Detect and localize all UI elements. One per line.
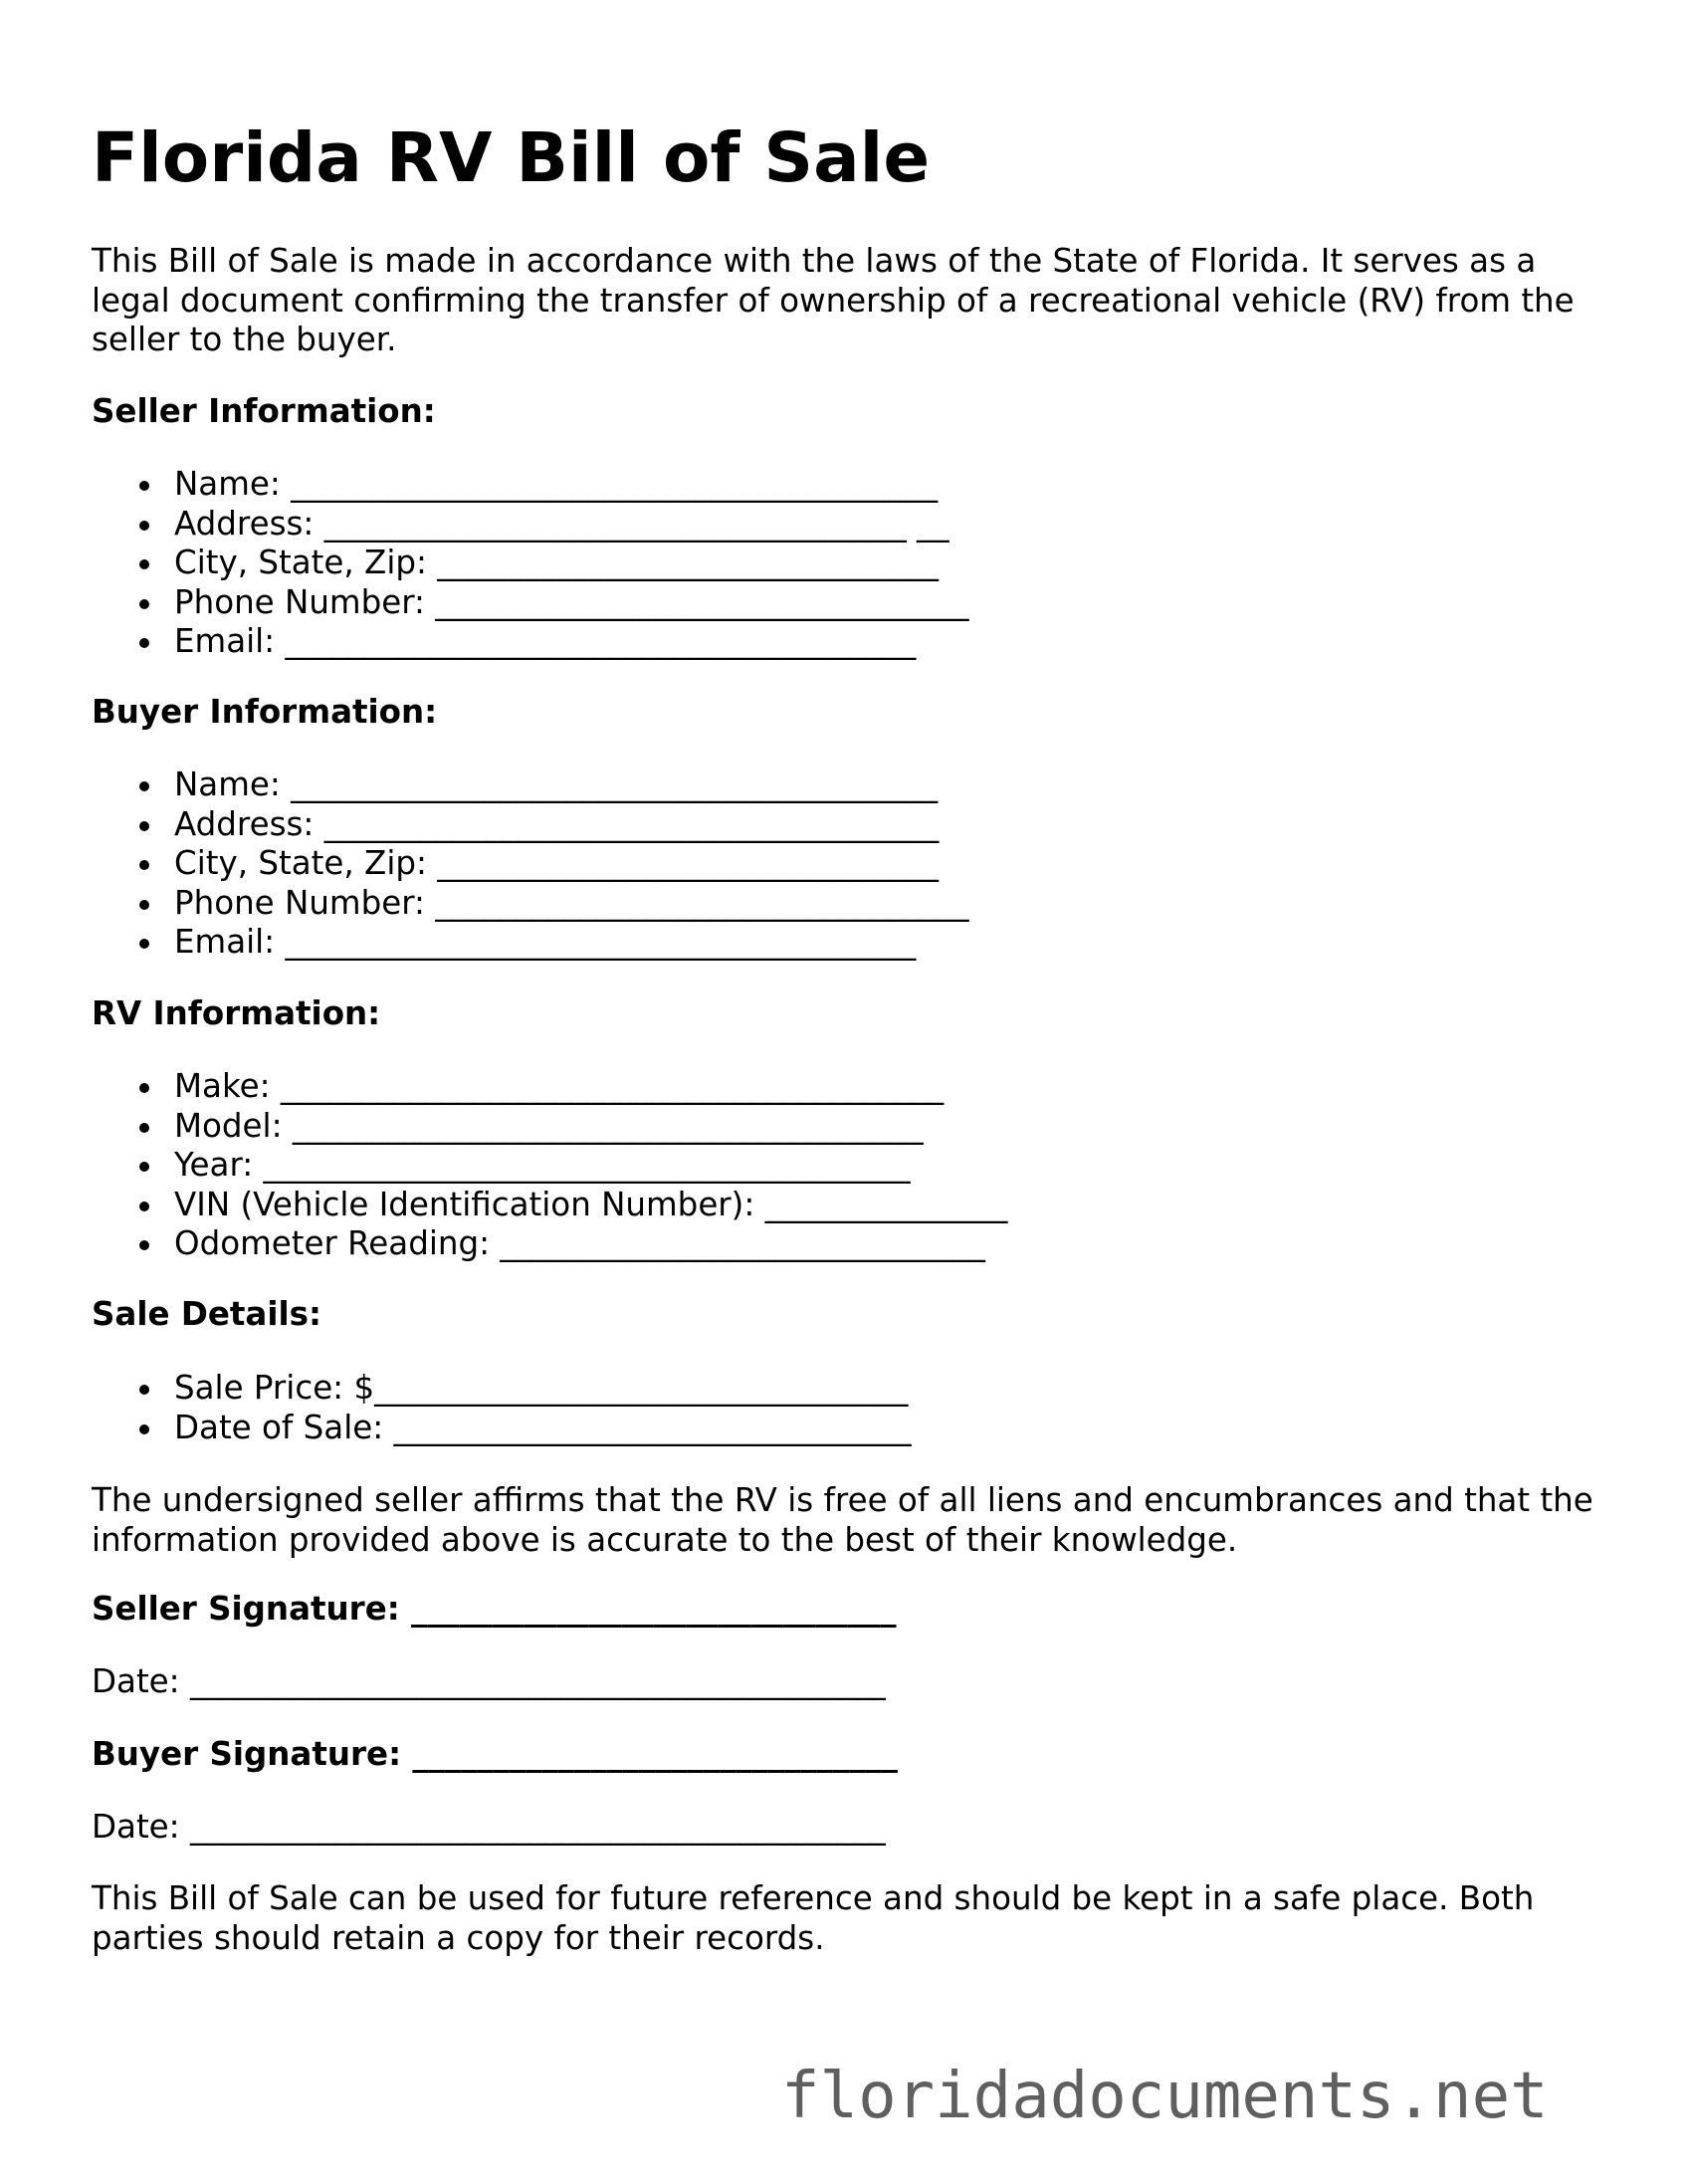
bullet-icon — [139, 1240, 149, 1250]
buyer-information-list — [0, 765, 969, 963]
seller-information-heading: Seller Information: — [92, 392, 436, 430]
buyer-email-field[interactable] — [0, 923, 969, 963]
field-label: VIN (Vehicle Identification Number): _______________ — [174, 1185, 1008, 1223]
seller-email-field[interactable] — [0, 622, 969, 662]
bullet-icon — [139, 860, 149, 870]
rv-model-field[interactable] — [0, 1107, 1007, 1147]
sale-details-list — [0, 1369, 912, 1447]
seller-signature-field[interactable]: Seller Signature: ______________________________ — [92, 1590, 897, 1628]
field-label: Address: ______________________________________ — [174, 804, 940, 843]
bullet-icon — [139, 481, 149, 491]
bullet-icon — [139, 1162, 149, 1172]
bullet-icon — [139, 599, 149, 609]
bullet-icon — [139, 638, 149, 648]
bullet-icon — [139, 559, 149, 569]
seller-information-list — [0, 465, 969, 662]
buyer-address-field[interactable] — [0, 805, 969, 845]
watermark: floridadocuments.net — [781, 2060, 1549, 2133]
field-label: Sale Price: $_________________________________ — [174, 1369, 909, 1407]
page-title: Florida RV Bill of Sale — [92, 118, 931, 198]
buyer-signature-field[interactable]: Buyer Signature: ______________________________ — [92, 1735, 898, 1773]
rv-vin-field[interactable] — [0, 1186, 1007, 1225]
seller-phone-field[interactable] — [0, 583, 969, 623]
bullet-icon — [139, 939, 149, 949]
date-of-sale-field[interactable] — [0, 1409, 912, 1448]
field-label: Phone Number: _________________________________ — [174, 582, 969, 621]
field-label: Date of Sale: ________________________________ — [174, 1408, 912, 1446]
bullet-icon — [139, 1123, 149, 1133]
sale-details-heading: Sale Details: — [92, 1295, 321, 1333]
buyer-city-state-zip-field[interactable] — [0, 844, 969, 884]
field-label: Model: _______________________________________ — [174, 1106, 924, 1145]
buyer-name-field[interactable] — [0, 765, 969, 805]
field-label: City, State, Zip: _______________________________ — [174, 844, 940, 882]
seller-city-state-zip-field[interactable] — [0, 544, 969, 583]
rv-year-field[interactable] — [0, 1146, 1007, 1186]
affirmation-paragraph: The undersigned seller affirms that the RV is free of all liens and encumbrances and that the information provided above is accurate to the best of their knowledge. — [92, 1481, 1593, 1559]
rv-make-field[interactable] — [0, 1067, 1007, 1107]
rv-information-list — [0, 1067, 1007, 1264]
field-label: Name: ________________________________________ — [174, 765, 939, 803]
field-label: City, State, Zip: _______________________________ — [174, 544, 940, 581]
buyer-phone-field[interactable] — [0, 884, 969, 924]
field-label: Make: _________________________________________ — [174, 1067, 945, 1105]
rv-odometer-field[interactable] — [0, 1224, 1007, 1264]
buyer-date-field[interactable]: Date: ___________________________________________ — [92, 1808, 886, 1846]
bullet-icon — [139, 821, 149, 831]
seller-date-field[interactable]: Date: ___________________________________________ — [92, 1662, 886, 1700]
field-label: Address: ____________________________________ __ — [174, 504, 949, 543]
bullet-icon — [139, 1424, 149, 1434]
field-label: Phone Number: _________________________________ — [174, 883, 969, 922]
intro-paragraph: This Bill of Sale is made in accordance with the laws of the State of Florida. It serves as a legal document confirming the transfer of ownership of a recreational vehicle (RV) from the seller to the buyer. — [92, 242, 1575, 358]
bullet-icon — [139, 1083, 149, 1093]
bullet-icon — [139, 781, 149, 791]
bullet-icon — [139, 521, 149, 531]
seller-name-field[interactable] — [0, 465, 969, 505]
sale-price-field[interactable] — [0, 1369, 912, 1409]
field-label: Odometer Reading: ______________________________ — [174, 1224, 985, 1262]
bullet-icon — [139, 1385, 149, 1395]
rv-information-heading: RV Information: — [92, 994, 381, 1032]
seller-address-field[interactable] — [0, 505, 969, 545]
field-label: Email: _______________________________________ — [174, 622, 917, 660]
field-label: Year: ________________________________________ — [174, 1146, 911, 1184]
field-label: Email: _______________________________________ — [174, 923, 917, 961]
closing-paragraph: This Bill of Sale can be used for future reference and should be kept in a safe place. Both parties should retain a copy for their records. — [92, 1879, 1535, 1957]
buyer-information-heading: Buyer Information: — [92, 693, 438, 731]
bullet-icon — [139, 1201, 149, 1211]
field-label: Name: ________________________________________ — [174, 465, 939, 503]
bullet-icon — [139, 900, 149, 910]
